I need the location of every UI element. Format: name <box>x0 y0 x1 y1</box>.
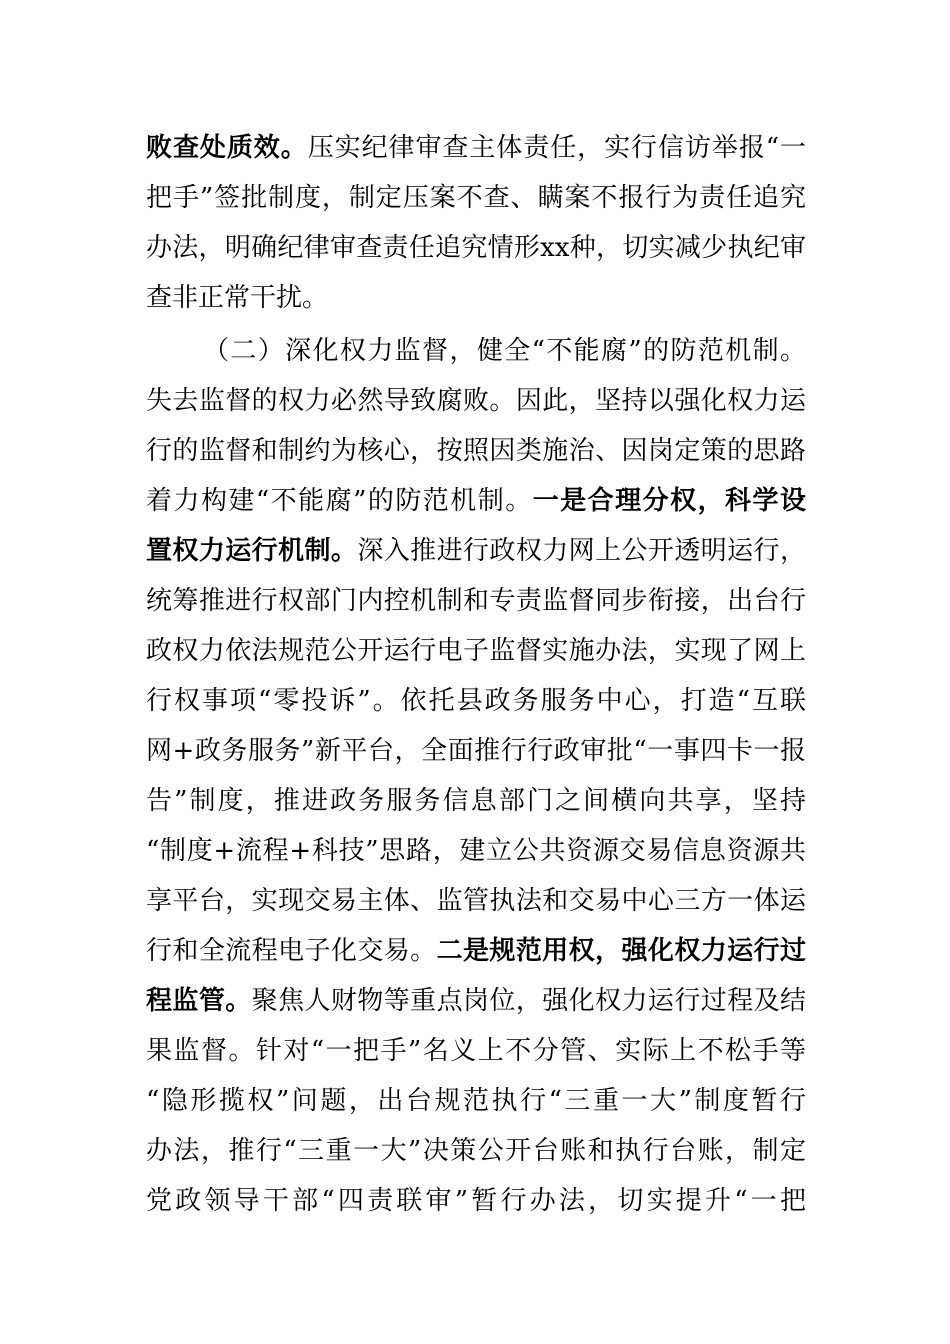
text-run: 办法，推行“三重一大”决策公开台账和执行台账，制定 <box>146 1136 806 1166</box>
text-run: 压实纪律审查主体责任，实行信访举报“一 <box>307 133 806 163</box>
section-heading <box>203 331 806 371</box>
text-line <box>146 431 806 471</box>
bold-phrase: 程监管。 <box>146 986 252 1016</box>
text-run: “制度+流程+科技”思路，建立公共资源交易信息资源共 <box>146 836 806 866</box>
text-line <box>146 381 806 421</box>
text-line <box>146 581 806 621</box>
text-run: 统筹推进行权部门内控机制和专责监督同步衔接，出台行 <box>146 586 806 616</box>
text-run: 行的监督和制约为核心，按照因类施治、因岗定策的思路 <box>146 436 806 466</box>
text-line <box>146 731 806 771</box>
text-run: “隐形揽权”问题，出台规范执行“三重一大”制度暂行 <box>146 1086 806 1116</box>
text-line <box>146 1081 806 1121</box>
text-line <box>146 931 806 971</box>
text-run: 政权力依法规范公开运行电子监督实施办法，实现了网上 <box>146 636 806 666</box>
text-line <box>146 631 806 671</box>
bold-phrase: 一是合理分权，科学设 <box>532 486 806 516</box>
bold-phrase: 败查处质效。 <box>146 133 308 163</box>
text-line <box>146 128 806 168</box>
text-line <box>146 531 806 571</box>
text-line <box>146 831 806 871</box>
text-run: 办法，明确纪律审查责任追究情形xx种，切实减少执纪审 <box>146 233 806 263</box>
text-run: 查非正常干扰。 <box>146 283 329 313</box>
text-line <box>146 1131 806 1171</box>
text-run: （二）深化权力监督，健全“不能腐”的防范机制。 <box>203 336 806 366</box>
text-line <box>146 1031 806 1071</box>
text-line <box>146 178 806 218</box>
text-run: 着力构建“不能腐”的防范机制。 <box>146 486 533 516</box>
text-line <box>146 481 806 521</box>
text-run: 行权事项“零投诉”。依托县政务服务中心，打造“互联 <box>146 686 806 716</box>
text-run: 告”制度，推进政务服务信息部门之间横向共享，坚持 <box>146 786 806 816</box>
text-run: 行和全流程电子化交易。 <box>146 936 437 966</box>
text-line <box>146 681 806 721</box>
text-run: 享平台，实现交易主体、监管执法和交易中心三方一体运 <box>146 886 806 916</box>
bold-phrase: 置权力运行机制。 <box>146 536 358 566</box>
text-line <box>146 228 806 268</box>
text-line <box>146 881 806 921</box>
text-run: 党政领导干部“四责联审”暂行办法，切实提升“一把 <box>146 1186 806 1216</box>
text-line <box>146 1181 806 1221</box>
text-run: 失去监督的权力必然导致腐败。因此，坚持以强化权力运 <box>146 386 806 416</box>
text-run: 网+政务服务”新平台，全面推行行政审批“一事四卡一报 <box>146 736 806 766</box>
text-run: 聚焦人财物等重点岗位，强化权力运行过程及结 <box>251 986 806 1016</box>
text-line <box>146 278 806 318</box>
bold-phrase: 二是规范用权，强化权力运行过 <box>436 936 806 966</box>
text-run: 深入推进行政权力网上公开透明运行， <box>357 536 806 566</box>
text-run: 把手”签批制度，制定压案不查、瞒案不报行为责任追究 <box>146 183 806 213</box>
text-line <box>146 781 806 821</box>
text-line <box>146 981 806 1021</box>
text-run: 果监督。针对“一把手”名义上不分管、实际上不松手等 <box>146 1036 806 1066</box>
